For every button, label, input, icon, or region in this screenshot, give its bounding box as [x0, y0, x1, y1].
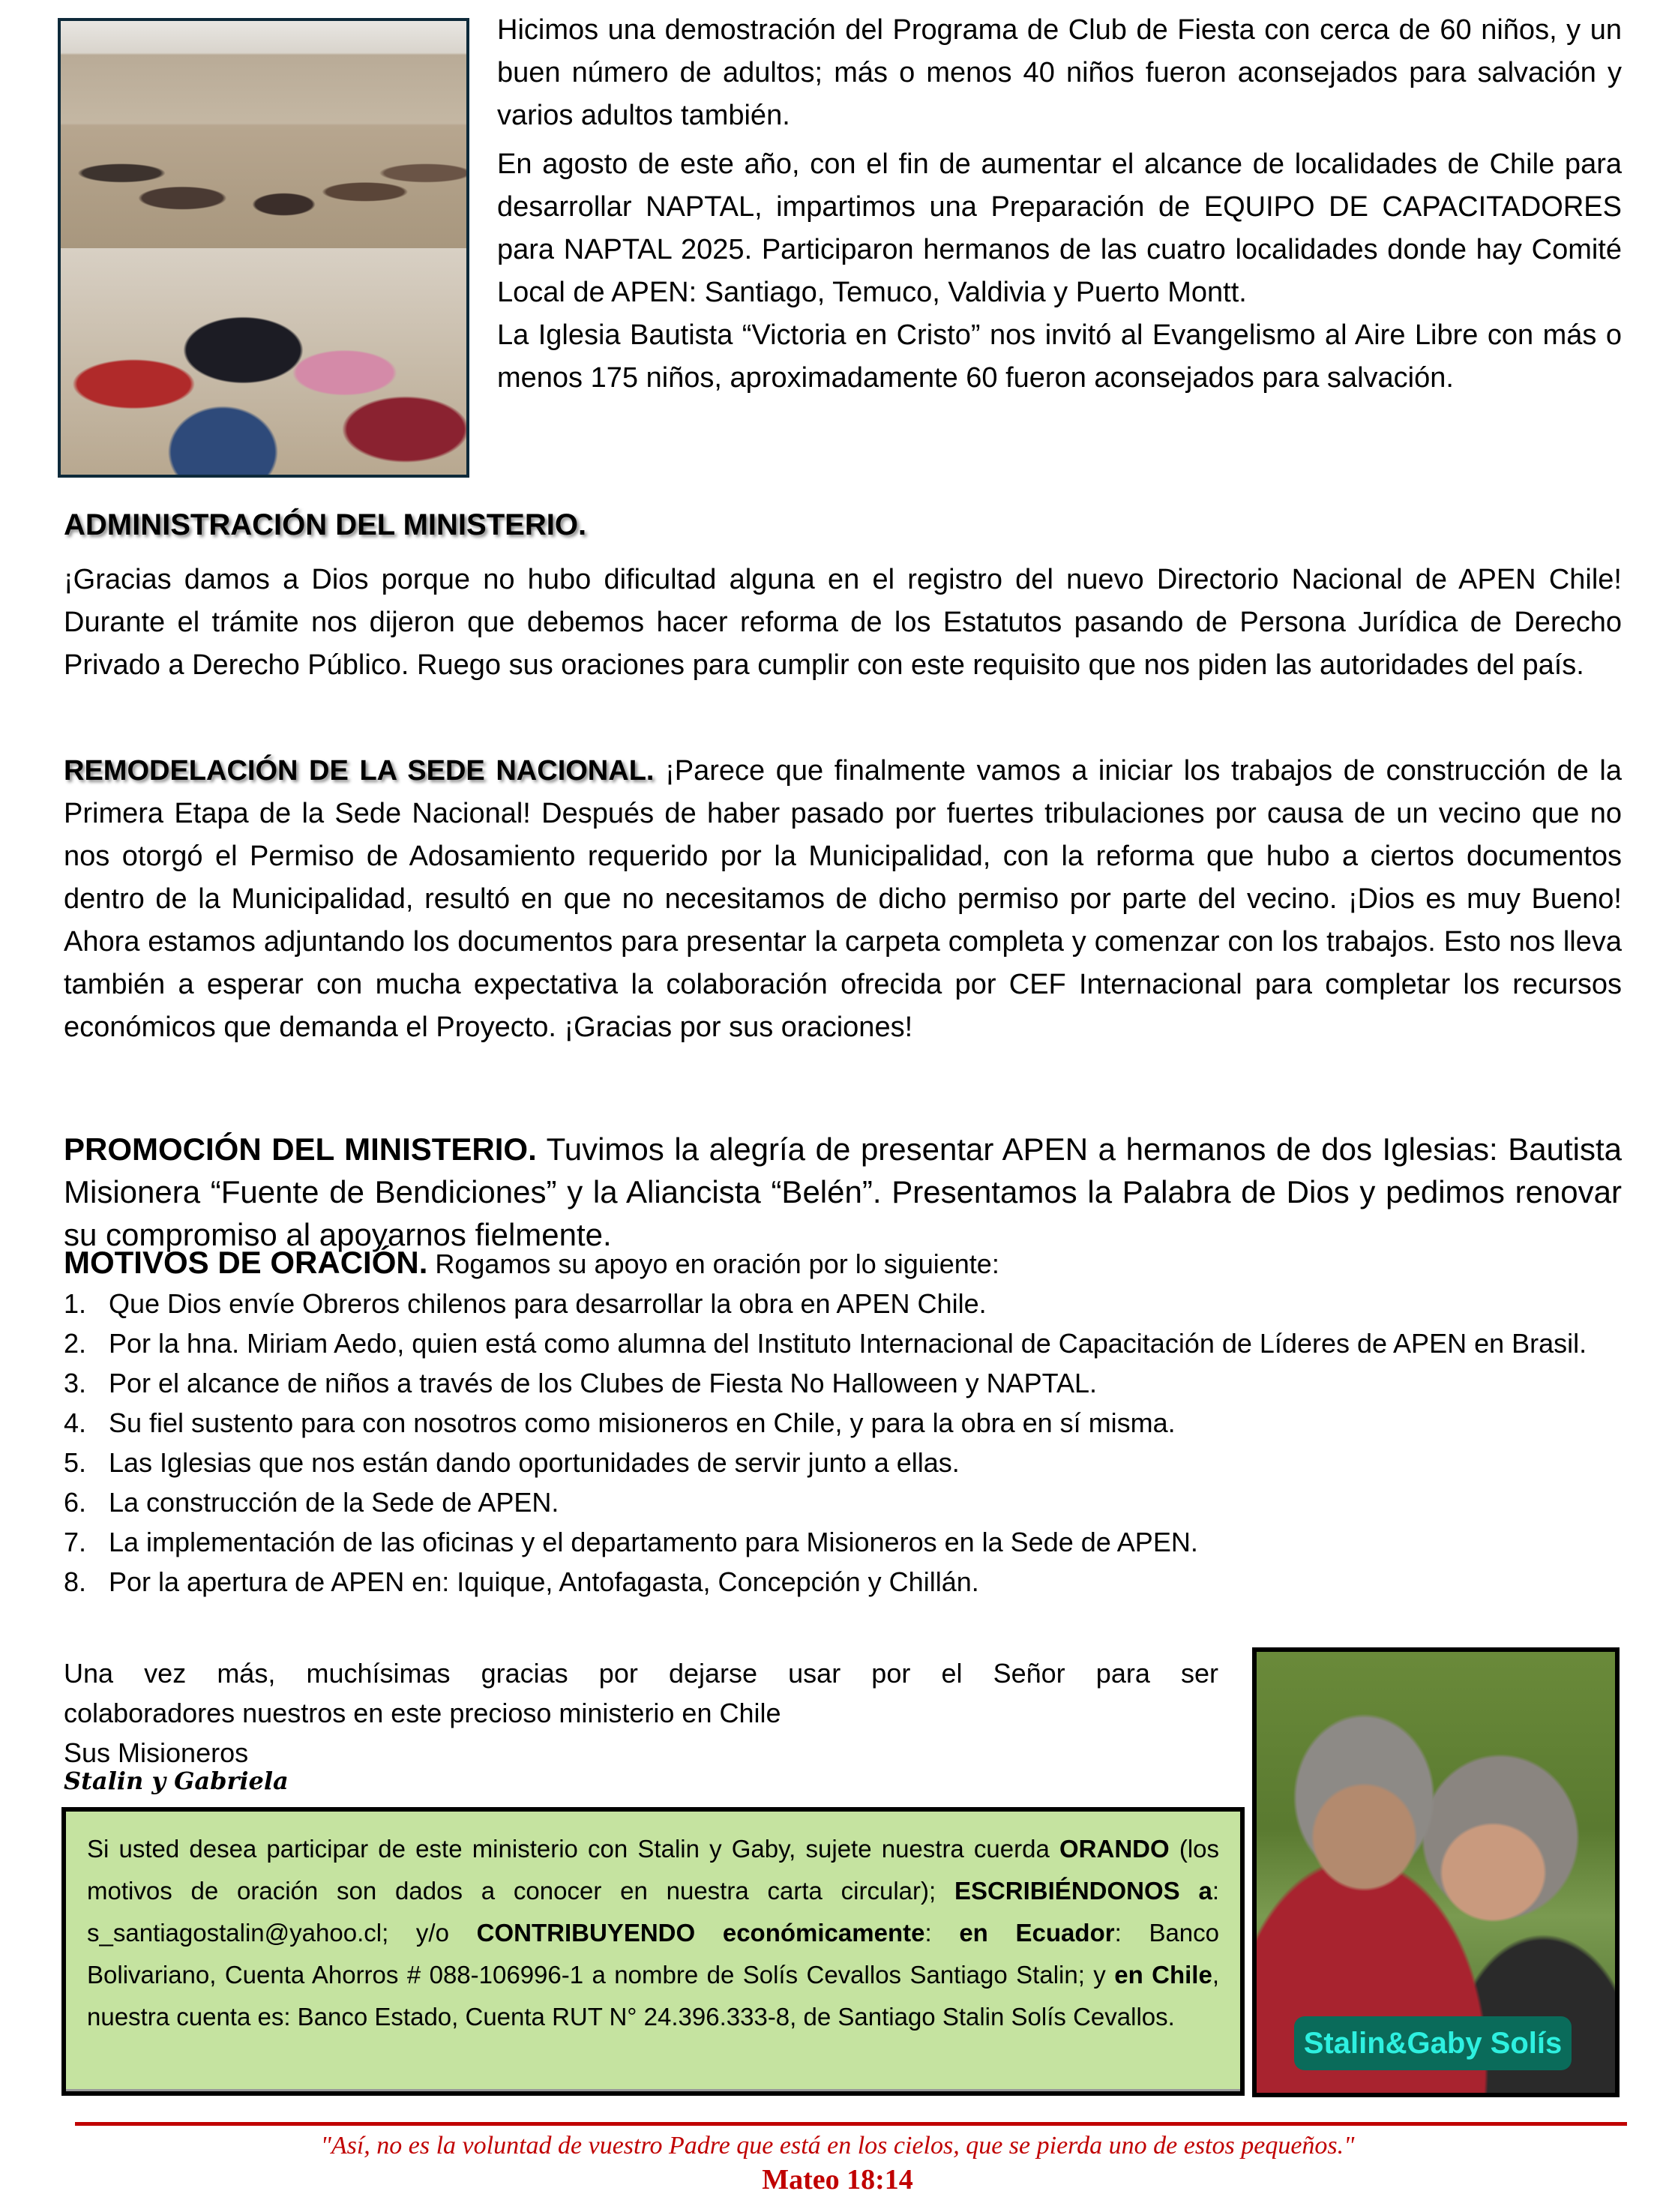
closing-sus-misioneros: Sus Misioneros — [64, 1737, 249, 1768]
prayer-item-text: Su fiel sustento para con nosotros como misioneros en Chile, y para la obra en sí misma. — [109, 1407, 1176, 1438]
prayer-item — [64, 1522, 1622, 1562]
club-photo-collage — [58, 18, 469, 478]
children-seated-photo-detail — [61, 123, 466, 247]
couple-name-badge: Stalin&Gaby Solís — [1294, 2016, 1572, 2070]
promocion-body: Tuvimos la alegría de presentar APEN a hermanos de dos Iglesias: Bautista Misionera “Fuente de Bendiciones” y la Aliancista “Belén”. Presentamos la Palabra de Dios y pedimos renovar su compromiso al apoyarnos fielmente. — [64, 1131, 1622, 1252]
support-chile-account: , nuestra cuenta es: Banco Estado, Cuenta RUT N° 24.396.333-8, de Santiago Stalin Solís Cevallos. — [87, 1961, 1219, 2031]
footer-bible-quote: "Así, no es la voluntad de vuestro Padre que está en los cielos, que se pierda uno de estos pequeños." — [320, 2132, 1355, 2160]
prayer-item-text: La construcción de la Sede de APEN. — [109, 1487, 559, 1518]
motivos-section-heading — [64, 1243, 1622, 1284]
prayer-item — [64, 1284, 1622, 1323]
prayer-item-number: 8. — [64, 1566, 87, 1597]
prayer-item — [64, 1323, 1622, 1363]
prayer-item-text: Por la apertura de APEN en: Iquique, Antofagasta, Concepción y Chillán. — [109, 1566, 979, 1597]
intro-section — [497, 9, 1622, 400]
prayer-item-text: Por la hna. Miriam Aedo, quien está como alumna del Instituto Internacional de Capacitación de Líderes de APEN en Brasil. — [109, 1328, 1587, 1359]
closing-line-2: colaboradores nuestros en este precioso ministerio en Chile — [64, 1698, 781, 1728]
prayer-item — [64, 1482, 1622, 1522]
prayer-list — [64, 1284, 1622, 1602]
prayer-item-number: 5. — [64, 1447, 87, 1478]
prayer-item — [64, 1562, 1622, 1602]
remodelacion-heading: REMODELACIÓN DE LA SEDE NACIONAL. — [64, 755, 655, 787]
support-text — [87, 1828, 1219, 2038]
counseling-children-photo — [61, 248, 466, 475]
prayer-item-text: La implementación de las oficinas y el departamento para Misioneros en la Sede de APEN. — [109, 1527, 1198, 1557]
support-ecuador-account: : Banco Bolivariano, Cuenta Ahorros # 088-106996-1 a nombre de Solís Cevallos Santiago Stalin; y — [87, 1919, 1220, 1989]
admin-heading: ADMINISTRACIÓN DEL MINISTERIO. — [64, 508, 587, 541]
prayer-item-number: 1. — [64, 1288, 87, 1319]
support-ecuador: en Ecuador — [959, 1919, 1115, 1947]
prayer-item-text: Las Iglesias que nos están dando oportunidades de servir junto a ellas. — [109, 1447, 960, 1478]
support-orando: ORANDO — [1059, 1835, 1170, 1863]
prayer-item — [64, 1443, 1622, 1482]
prayer-item-text: Que Dios envíe Obreros chilenos para desarrollar la obra en APEN Chile. — [109, 1288, 987, 1319]
support-text-part: : — [924, 1919, 960, 1947]
closing-message — [64, 1653, 1218, 1733]
prayer-item-number: 4. — [64, 1407, 87, 1438]
prayer-item-number: 2. — [64, 1328, 87, 1359]
promocion-heading: PROMOCIÓN DEL MINISTERIO. — [64, 1131, 537, 1167]
support-chile: en Chile — [1114, 1961, 1212, 1989]
intro-paragraph-evangelism: La Iglesia Bautista “Victoria en Cristo” nos invitó al Evangelismo al Aire Libre con más o menos 175 niños, aproximadamente 60 fueron aconsejados para salvación. — [497, 319, 1622, 394]
support-email: : s_santiagostalin@yahoo.cl; y/o — [87, 1877, 1219, 1947]
missionary-couple-photo — [1252, 1647, 1620, 2097]
prayer-item — [64, 1403, 1622, 1443]
intro-paragraph-naptal: En agosto de este año, con el fin de aumentar el alcance de localidades de Chile para desarrollar NAPTAL, impartimos una Preparación de EQUIPO DE CAPACITADORES para NAPTAL 2025. Participaron hermanos de las cuatro localidades donde hay Comité Local de APEN: Santiago, Temuco, Valdivia y Puerto Montt. — [497, 148, 1622, 308]
remodelacion-section — [64, 750, 1622, 1049]
footer-bible-reference: Mateo 18:14 — [762, 2164, 913, 2196]
remodelacion-body: ¡Parece que finalmente vamos a iniciar los trabajos de construcción de la Primera Etapa de la Sede Nacional! Después de haber pasado por fuertes tribulaciones por causa de un vecino que no nos otorgó el Permiso de Adosamiento requerido por la Municipalidad, con la reforma que hubo a ciertos documentos dentro de la Municipalidad, resultó en que no necesitamos de dicho permiso por parte del vecino. ¡Dios es muy Bueno! Ahora estamos adjuntando los documentos para presentar la carpeta completa y comenzar con los trabajos. Esto nos lleva también a esperar con mucha expectativa la colaboración ofrecida por CEF Internacional para completar los recursos económicos que demanda el Proyecto. ¡Gracias por sus oraciones! — [64, 755, 1622, 1043]
prayer-item-text: Por el alcance de niños a través de los Clubes de Fiesta No Halloween y NAPTAL. — [109, 1368, 1098, 1398]
closing-line-1: Una vez más, muchísimas gracias por dejarse usar por el Señor para ser — [64, 1658, 1218, 1689]
motivos-intro: Rogamos su apoyo en oración por lo siguiente: — [427, 1248, 999, 1279]
intro-paragraph-club: Hicimos una demostración del Programa de Club de Fiesta con cerca de 60 niños, y un buen número de adultos; más o menos 40 niños fueron aconsejados para salvación y varios adultos también. — [497, 14, 1622, 131]
footer-divider — [75, 2122, 1627, 2126]
prayer-item — [64, 1363, 1622, 1403]
support-text-part: Si usted desea participar de este ministerio con Stalin y Gaby, sujete nuestra cuerda — [87, 1835, 1059, 1863]
prayer-item-number: 3. — [64, 1368, 87, 1398]
support-escribiendonos: ESCRIBIÉNDONOS a — [954, 1877, 1212, 1905]
support-text-part: (los motivos de oración son dados a conocer en nuestra carta circular); — [87, 1835, 1219, 1905]
support-contribuyendo: CONTRIBUYENDO económicamente — [476, 1919, 925, 1947]
admin-body: ¡Gracias damos a Dios porque no hubo dificultad alguna en el registro del nuevo Directorio Nacional de APEN Chile! Durante el trámite nos dijeron que debemos hacer reforma de los Estatutos pasando de Persona Jurídica de Derecho Privado a Derecho Público. Ruego sus oraciones para cumplir con este requisito que nos piden las autoridades del país. — [64, 564, 1622, 681]
prayer-item-number: 7. — [64, 1527, 87, 1557]
club-gathering-photo — [61, 21, 466, 248]
prayer-item-number: 6. — [64, 1487, 87, 1518]
support-info-box — [61, 1807, 1245, 2096]
signature: Stalin y Gabriela — [64, 1767, 289, 1795]
motivos-heading: MOTIVOS DE ORACIÓN. — [64, 1245, 428, 1280]
promocion-section — [64, 1128, 1622, 1256]
